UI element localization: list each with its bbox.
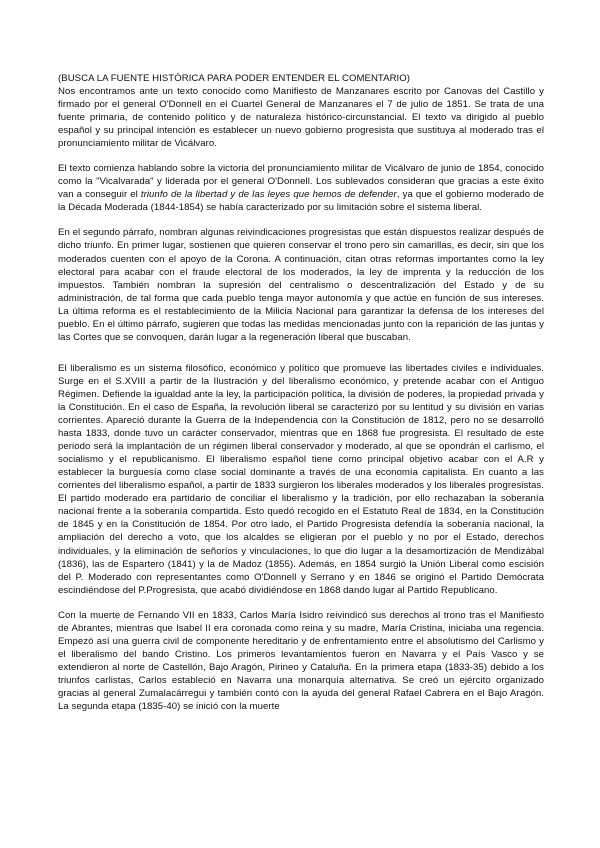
paragraph-vicalvarada	[58, 162, 544, 214]
paragraph-reforms	[58, 226, 544, 343]
quoted-phrase: triunfo de la libertad y de las leyes que hemos de defender	[140, 189, 397, 201]
paragraph-carlism	[58, 609, 544, 713]
paragraph-text: En el segundo párrafo, nombran algunas reivindicaciones progresistas que están dispuestos realizar después de dicho triunfo. En primer lugar, sostienen que quieren conservar el trono pero sin camarillas, es decir, sin que los moderados cuenten con el apoyo de la Corona. A continuación, citan otras reformas importantes como la ley electoral para acabar con el fraude electoral de los moderados, la ley de imprenta y la reducción de los impuestos. También nombran la supresión del centralismo o descentralización del Estado y de su administración, de tal forma que cada pueblo tenga mayor autonomía y que actúe en función de sus intereses. La última reforma es el restablecimiento de la Milicia Nacional para garantizar la defensa de los intereses del pueblo. En el último párrafo, sugieren que todas las medidas mencionadas junto con la reparición de las juntas y las Cortes que se convoquen, darán lugar a la regeneración liberal que buscaban.	[58, 227, 544, 343]
paragraph-text: Nos encontramos ante un texto conocido como Manifiesto de Manzanares escrito por Canovas del Castillo y firmado por el general O'Donnell en el Cuartel General de Manzanares el 7 de julio de 1851. Se trata de una fuente primaria, de contenido político y de naturaleza histórico-circunstancial. El texto va dirigido al pueblo español y su principal intención es establecer un nuevo gobierno progresista que sustituya al moderado tras el pronunciamiento militar de Vicálvaro.	[58, 86, 544, 150]
paragraph-liberalism	[58, 362, 544, 597]
paragraph-intro	[58, 85, 544, 150]
paragraph-text: El liberalismo es un sistema filosófico, económico y político que promueve las libertades civiles e individuales. Surge en el S.XVIII a partir de la Ilustración y del liberalismo económico, y pretende acabar con el Antiguo Régimen. Defiende la igualdad ante la ley, la participación política, la división de poderes, la propiedad privada y la Constitución. En el caso de España, la revolución liberal se caracterizó por su lentitud y su división en varias corrientes. Apareció durante la Guerra de la Independencia con la Constitución de 1812, pero no se desarrolló hasta 1833, donde tuvo un carácter conservador, mientras que en 1868 fue progresista. El resultado de este periodo será la implantación de un régimen liberal conservador y moderado, al que se opondrán el carlismo, el socialismo y el republicanismo. El liberalismo español tiene como principal objetivo acabar con el A.R y establecer la burguesía como clase social dominante a través de una economía capitalista. En cuanto a las corrientes del liberalismo español, a partir de 1833 surgieron los liberales moderados y los liberales progresistas. El partido moderado era partidario de conciliar el liberalismo y la tradición, por ello rechazaban la soberanía nacional frente a la soberanía compartida. Esto quedó recogido en el Estatuto Real de 1834, en la Constitución de 1845 y en la Constitución de 1854. Por otro lado, el Partido Progresista defendía la soberanía nacional, la ampliación del derecho a voto, que los alcaldes se eligieran por el pueblo y no por el Estado, derechos individuales, y la eliminación de señoríos y vinculaciones, lo que dio lugar a la desamortización de Mendizábal (1836), las de Espartero (1841) y la de Madoz (1855). Además, en 1854 surgió la Unión Liberal como escisión del P. Moderado con representantes como O'Donnell y Serrano y en 1846 se originó el Partido Demócrata escindiéndose del P.Progresista, que acabó dividiéndose en 1868 dando lugar al Partido Republicano.	[58, 362, 544, 596]
paragraph-text: El texto comienza hablando sobre la victoria del pronunciamiento militar de Vicálvaro de junio de 1854, conocido como la "Vicalvarada" y liderada por el general O'Donnell. Los sublevados consideran que gracias a este éxito van a conseguir el	[58, 163, 544, 201]
paragraph-text: Con la muerte de Fernando VII en 1833, Carlos María Isidro reivindicó sus derechos al trono tras el Manifiesto de Abrantes, mientras que Isabel II era coronada como reina y su madre, María Cristina, iniciaba una regencia. Empezó así una guerra civil de componente hereditario y de enfrentamiento entre el absolutismo del Carlismo y el liberalismo del bando Cristino. Los primeros levantamientos fueron en Navarra y el País Vasco y se extendieron al norte de Castellón, Bajo Aragón, Pirineo y Cataluña. En la primera etapa (1833-35) debido a los triunfos carlistas, Carlos estableció en Navarra una monarquía alternativa. Se creó un ejército organizado gracias al general Zumalacárregui y también contó con la ayuda del general Rafael Cabrera en el Bajo Aragón. La segunda etapa (1835-40) se inició con la muerte	[58, 609, 544, 713]
document-heading: (BUSCA LA FUENTE HISTÓRICA PARA PODER ENTENDER EL COMENTARIO)	[58, 73, 411, 84]
paragraph-text: , ya que el gobierno moderado de la Década Moderada (1844-1854) se había caracterizado por su limitación sobre el sistema liberal.	[58, 189, 545, 214]
